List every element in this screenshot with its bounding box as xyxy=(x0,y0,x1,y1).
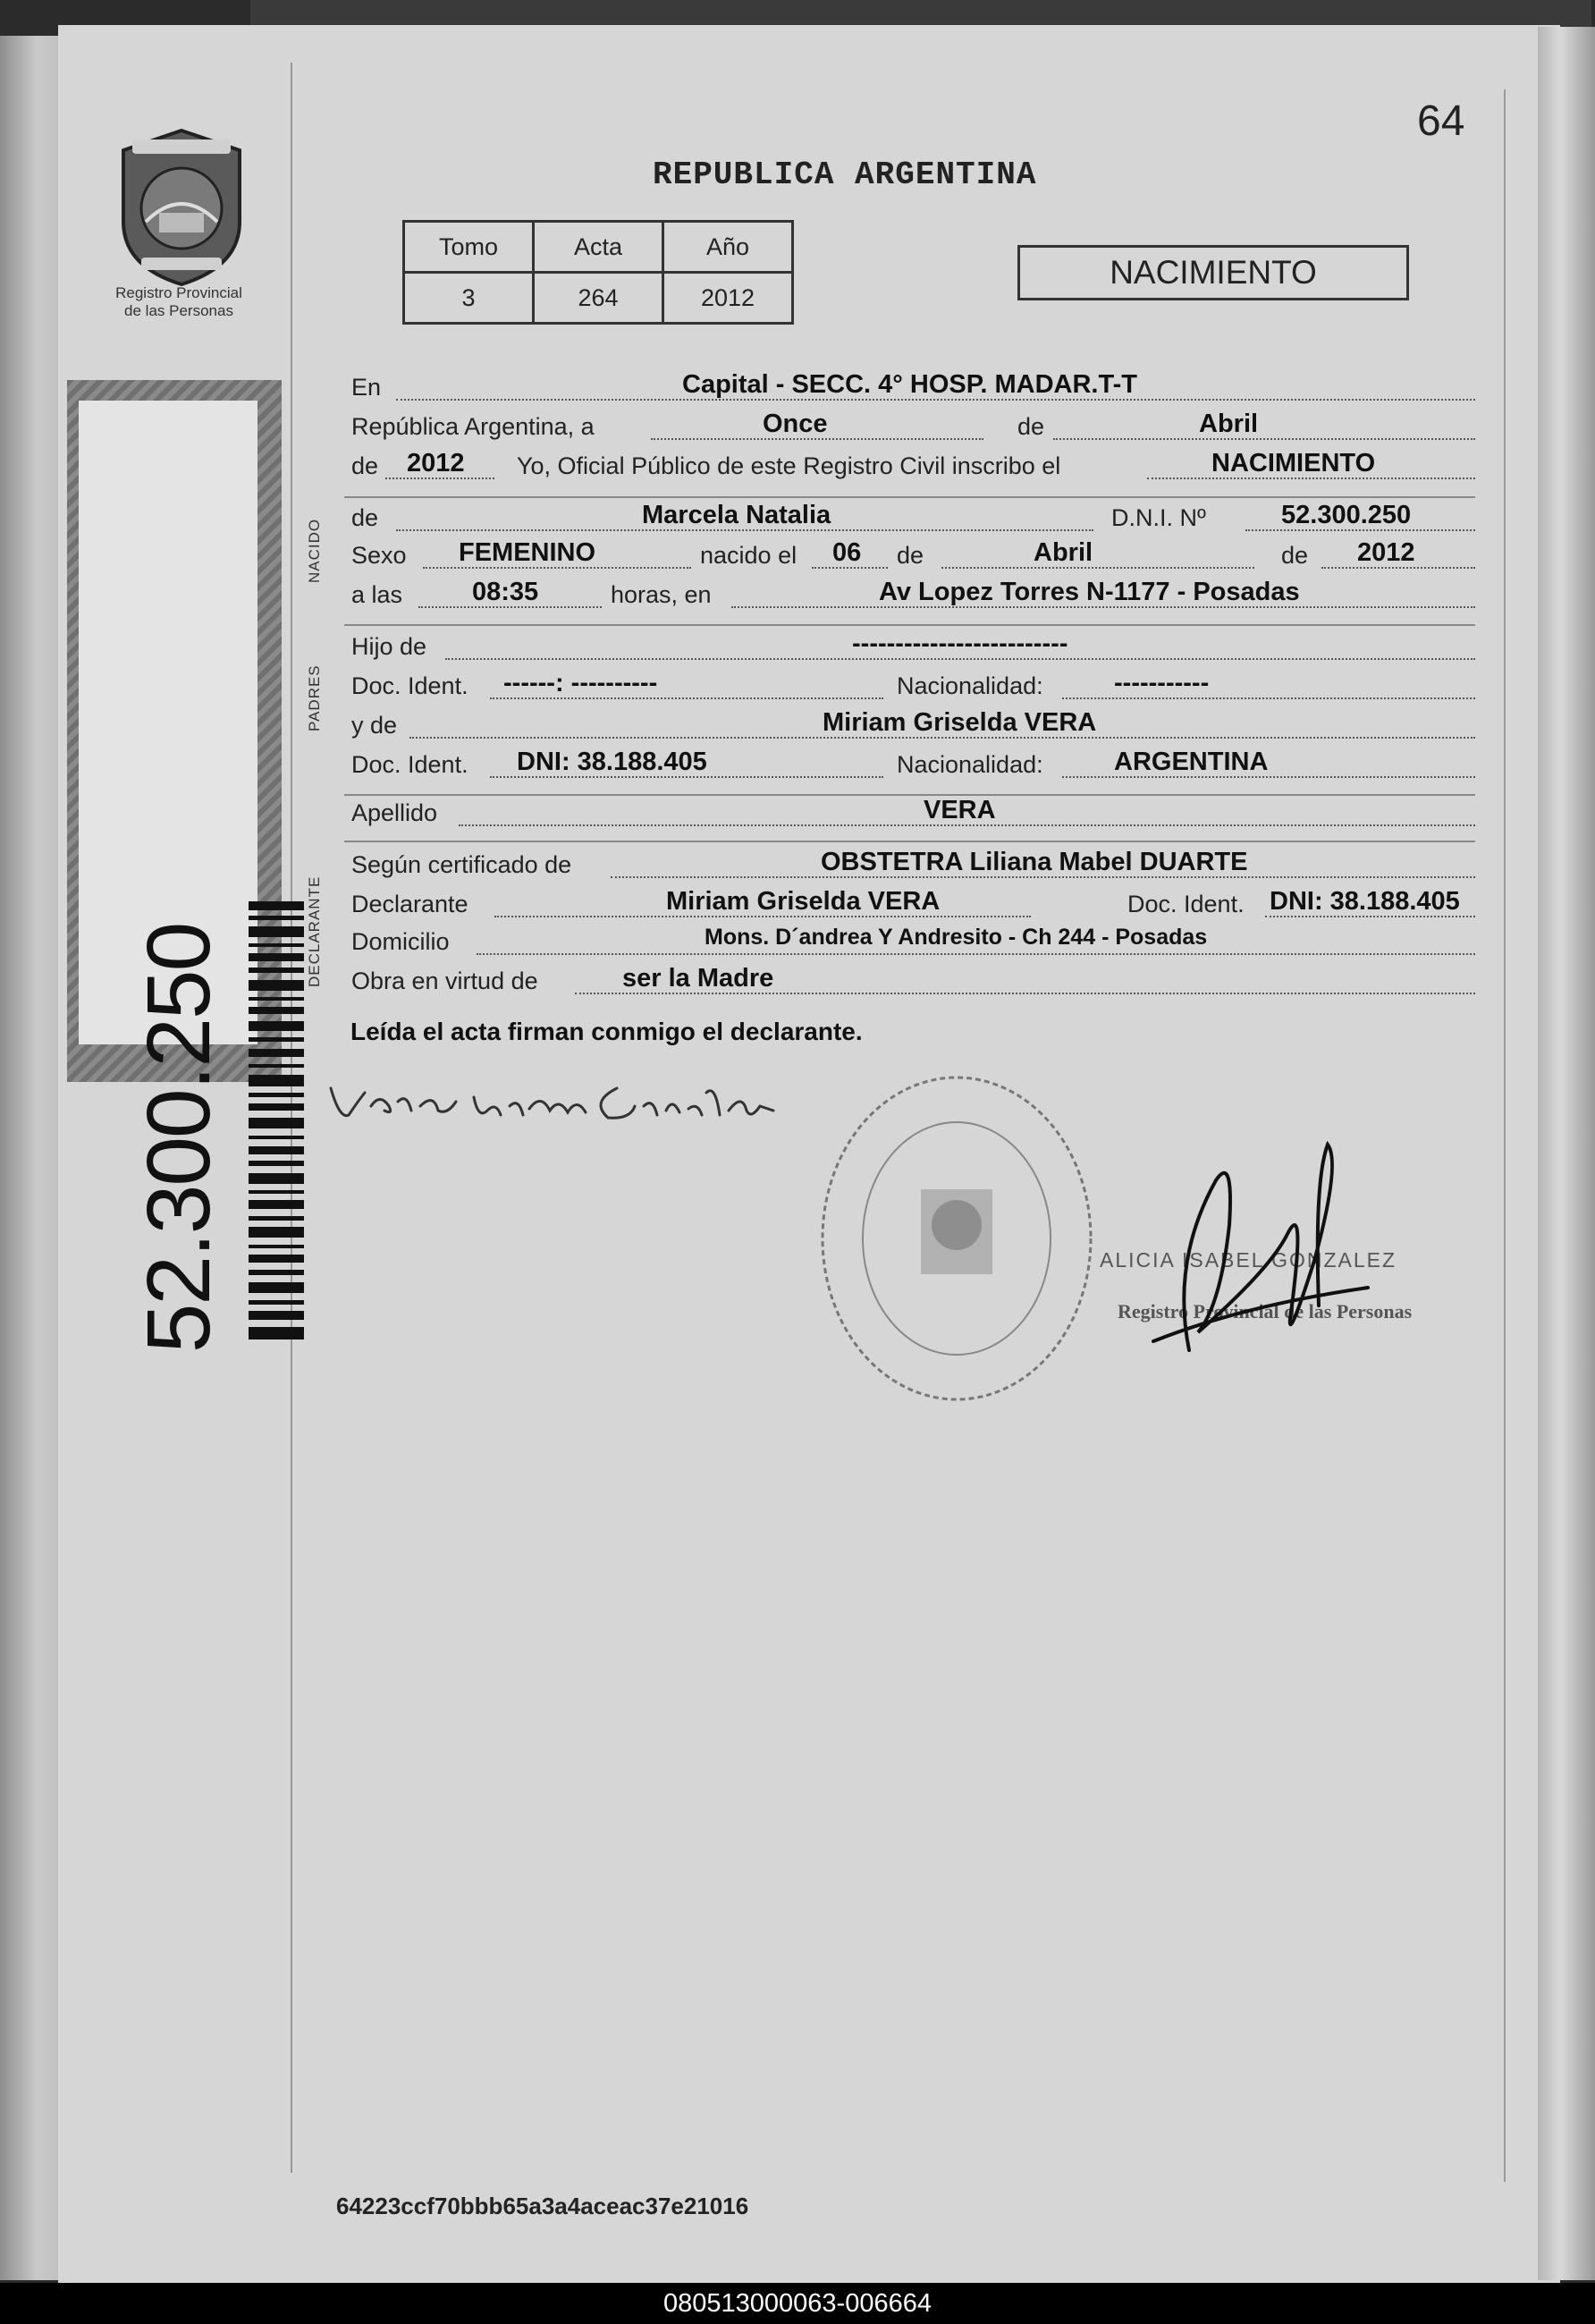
tomo-value: 3 xyxy=(404,273,534,324)
barcode-label xyxy=(79,401,257,1354)
field-value-domicilio: Mons. D´andrea Y Andresito - Ch 244 - Posadas xyxy=(705,925,1208,950)
field-value-sexo: FEMENINO xyxy=(459,538,596,567)
logo-caption-line2: de las Personas xyxy=(124,302,233,319)
field-label: Obra en virtud de xyxy=(351,968,538,994)
field-label: Domicilio xyxy=(351,928,450,955)
divider xyxy=(344,841,1475,842)
field-value-padre: ------------------------- xyxy=(852,630,1068,658)
field-label: y de xyxy=(351,712,398,739)
anio-value: 2012 xyxy=(663,273,793,324)
barcode-number: 52.300.250 xyxy=(129,923,229,1354)
field-label: a las xyxy=(351,581,403,608)
field-declarante xyxy=(351,887,1475,926)
field-value-nac-padre: ----------- xyxy=(1114,669,1210,697)
field-label: Doc. Ident. xyxy=(1127,891,1245,917)
field-doc-madre xyxy=(351,748,1475,787)
anio-header: Año xyxy=(663,222,793,273)
stamp-name: ALICIA ISABEL GONZALEZ xyxy=(1100,1248,1397,1272)
field-value-doc-padre: ------: ---------- xyxy=(503,669,658,697)
field-y-de xyxy=(351,708,1475,748)
field-value-day: Once xyxy=(763,410,828,438)
closing-statement: Leída el acta firman conmigo el declarante. xyxy=(350,1018,863,1045)
field-label: Hijo de xyxy=(351,633,427,660)
field-obra xyxy=(351,964,1475,1003)
field-domicilio xyxy=(351,925,1475,964)
field-value-nac-madre: ARGENTINA xyxy=(1114,748,1269,776)
field-value-year: 2012 xyxy=(407,449,465,477)
right-page-edge xyxy=(1538,27,1595,2280)
field-value-declarante: Miriam Griselda VERA xyxy=(666,887,941,916)
field-value-madre: Miriam Griselda VERA xyxy=(823,708,1097,737)
field-value-inscribe: NACIMIENTO xyxy=(1211,449,1376,477)
field-label: Declarante xyxy=(351,891,468,917)
field-label: de xyxy=(351,452,379,479)
field-label: de xyxy=(351,504,379,531)
left-page-edge xyxy=(0,36,67,2280)
field-hora xyxy=(351,578,1475,617)
field-value-hora: 08:35 xyxy=(472,578,539,606)
field-label: Según certificado de xyxy=(351,851,572,878)
field-label: Nacionalidad: xyxy=(897,751,1043,778)
field-value-month: Abril xyxy=(1199,410,1259,438)
field-republica xyxy=(351,410,1475,449)
official-signature xyxy=(1135,1127,1386,1368)
field-value-certificado: OBSTETRA Liliana Mabel DUARTE xyxy=(821,848,1248,876)
divider xyxy=(344,624,1475,626)
field-label: de xyxy=(1281,542,1309,569)
divider xyxy=(344,496,1475,498)
field-value-day: 06 xyxy=(832,538,862,567)
official-seal-stamp xyxy=(809,1064,1104,1413)
inscribe-text: Yo, Oficial Público de este Registro Civil inscribo el xyxy=(517,452,1061,479)
declarante-signature xyxy=(322,1066,787,1128)
field-value-en: Capital - SECC. 4° HOSP. MADAR.T-T xyxy=(682,370,1137,399)
field-label: de xyxy=(1017,413,1045,440)
section-label-padres: PADRES xyxy=(306,664,323,731)
right-rule xyxy=(1504,89,1506,2182)
acta-header: Acta xyxy=(534,222,663,273)
field-en xyxy=(351,370,1475,410)
field-value-apellido: VERA xyxy=(924,796,996,824)
field-label: Doc. Ident. xyxy=(351,672,468,699)
provincial-seal-logo xyxy=(105,123,257,289)
field-label: República Argentina, a xyxy=(351,413,595,440)
divider xyxy=(344,794,1475,796)
field-certificado xyxy=(351,848,1475,887)
tomo-header: Tomo xyxy=(404,222,534,273)
field-label: Apellido xyxy=(351,799,438,826)
field-value-month: Abril xyxy=(1034,538,1093,567)
field-value-year: 2012 xyxy=(1357,538,1415,567)
logo-caption-line1: Registro Provincial xyxy=(115,284,242,301)
field-sexo xyxy=(351,538,1475,578)
field-label: Sexo xyxy=(351,542,407,569)
footer-id: 080513000063-006664 xyxy=(0,2283,1595,2324)
field-value-lugar: Av Lopez Torres N-1177 - Posadas xyxy=(879,578,1300,606)
record-type-box: NACIMIENTO xyxy=(1017,245,1409,300)
field-label: D.N.I. Nº xyxy=(1111,504,1206,531)
field-apellido xyxy=(351,796,1475,835)
logo-caption xyxy=(89,284,268,320)
field-label: de xyxy=(897,542,924,569)
field-nombre xyxy=(351,501,1475,540)
document-title: REPUBLICA ARGENTINA xyxy=(653,156,1037,193)
field-label: Nacionalidad: xyxy=(897,672,1043,699)
field-doc-padre xyxy=(351,669,1475,708)
field-value-obra: ser la Madre xyxy=(622,964,774,993)
field-value-doc-madre: DNI: 38.188.405 xyxy=(517,748,707,776)
field-hijo-de xyxy=(351,630,1475,669)
acta-value: 264 xyxy=(534,273,663,324)
stamp-organization: Registro Provincial de las Personas xyxy=(1118,1300,1413,1323)
field-label: Doc. Ident. xyxy=(351,751,468,778)
tomo-acta-table xyxy=(402,220,794,325)
document-hash: 64223ccf70bbb65a3a4aceac37e21016 xyxy=(336,2193,749,2219)
page-number: 64 xyxy=(1417,97,1465,145)
section-label-nacido: NACIDO xyxy=(306,518,323,583)
field-label: En xyxy=(351,374,382,401)
field-value-dni: 52.300.250 xyxy=(1281,501,1412,529)
field-inscribe xyxy=(351,449,1475,488)
barcode-icon xyxy=(249,901,304,1339)
field-value-doc-declarante: DNI: 38.188.405 xyxy=(1270,887,1460,916)
field-label: horas, en xyxy=(611,581,712,608)
field-label: nacido el xyxy=(700,542,798,569)
section-label-declarante: DECLARANTE xyxy=(306,875,323,987)
field-value-nombre: Marcela Natalia xyxy=(642,501,831,529)
